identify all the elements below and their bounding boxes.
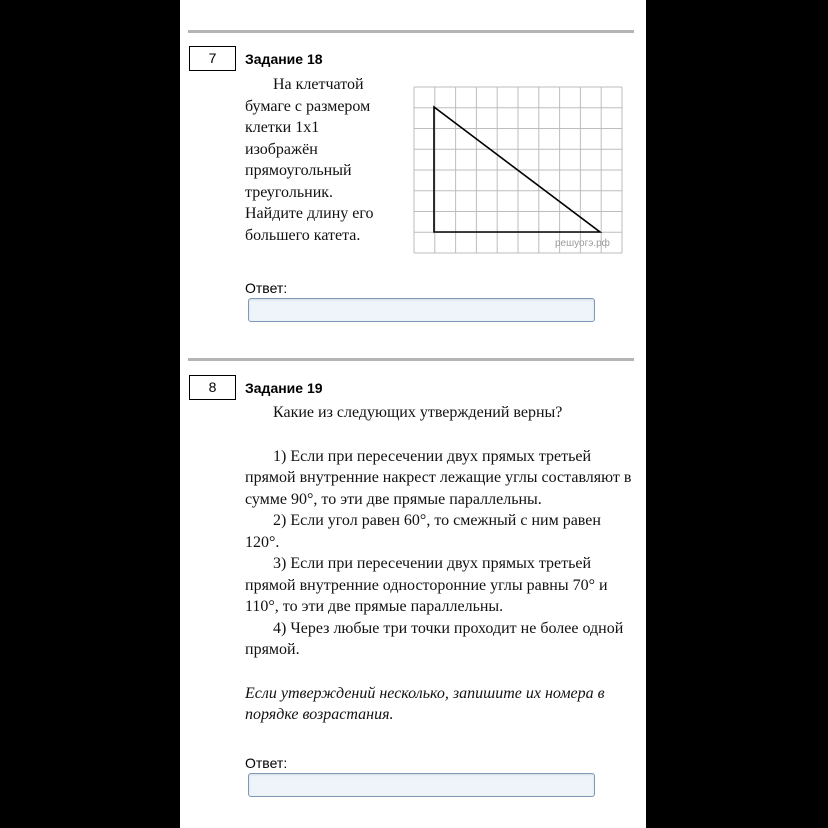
answer-label: Ответ: (245, 755, 288, 771)
task-title: Задание 19 (245, 380, 323, 396)
task-number-box: 8 (189, 375, 236, 400)
statement-2: 2) Если угол равен 60°, то смежный с ним равен 120°. (245, 512, 601, 551)
answer-input[interactable] (248, 298, 595, 322)
text-line: большего катета. (245, 226, 361, 244)
answer-label: Ответ: (245, 280, 288, 296)
text-line: На клетчатой (273, 76, 364, 93)
grid-triangle-figure (413, 86, 623, 254)
watermark: решуогэ.рф (555, 238, 610, 249)
section-divider (188, 358, 634, 361)
text-line: клетки 1x1 (245, 119, 320, 136)
task-text (245, 74, 405, 246)
text-line: бумаге с размером (245, 97, 371, 115)
statement-3: 3) Если при пересечении двух прямых третьей прямой внутренние односторонние углы равны 70° и 110°, то эти две прямые параллельны. (245, 555, 608, 615)
instruction-text: Если утверждений несколько, запишите их номера в порядке возрастания. (245, 684, 605, 723)
question-text: Какие из следующих утверждений верны? (273, 404, 563, 421)
text-line: изображён (245, 140, 318, 158)
text-line: Найдите длину его (245, 205, 374, 222)
answer-input[interactable] (248, 773, 595, 797)
task-title: Задание 18 (245, 51, 323, 67)
statement-1: 1) Если при пересечении двух прямых третьей прямой внутренние накрест лежащие углы составляют в сумме 90°, то эти две прямые параллельны. (245, 447, 632, 508)
section-divider (188, 30, 634, 33)
text-line: прямоугольный (245, 162, 352, 179)
worksheet-page (180, 0, 646, 828)
task-body (245, 402, 637, 726)
text-line: треугольник. (245, 183, 334, 201)
task-number-box: 7 (189, 46, 236, 71)
statement-4: 4) Через любые три точки проходит не более одной прямой. (245, 619, 624, 658)
